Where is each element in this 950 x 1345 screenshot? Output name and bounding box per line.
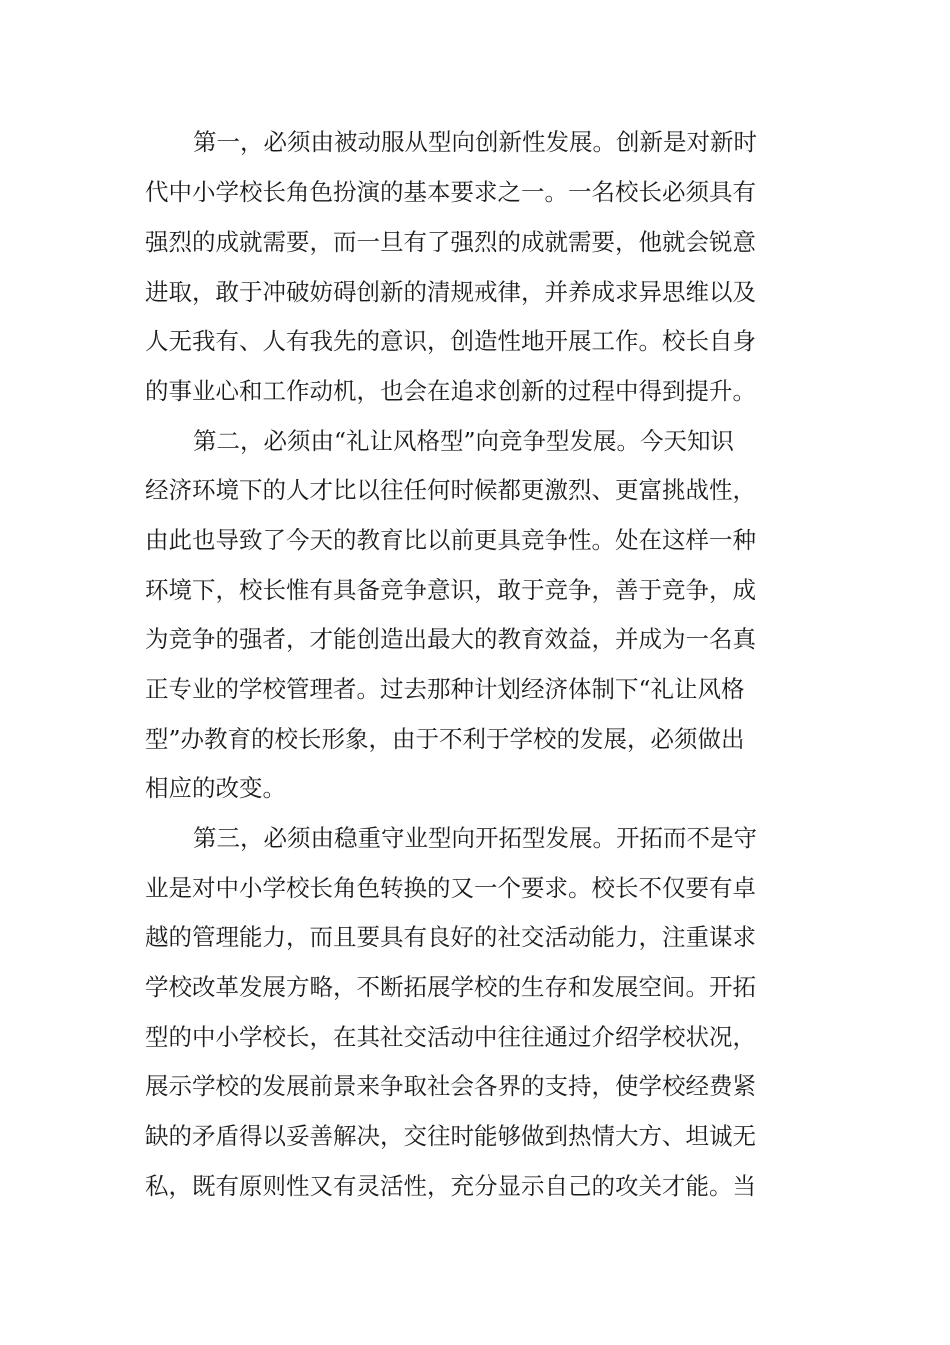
paragraph-3-line-4: 学校改革发展方略，不断拓展学校的生存和发展空间。开拓 bbox=[145, 973, 756, 1001]
paragraph-3-line-5: 型的中小学校长，在其社交活动中往往通过介绍学校状况， bbox=[145, 1023, 756, 1051]
paragraph-2-line-2: 经济环境下的人才比以往任何时候都更激烈、更富挑战性， bbox=[145, 476, 756, 504]
paragraph-2-line-5: 为竞争的强者，才能创造出最大的教育效益，并成为一名真 bbox=[145, 625, 756, 653]
paragraph-1-line-6: 的事业心和工作动机，也会在追求创新的过程中得到提升。 bbox=[145, 377, 756, 405]
paragraph-2-line-1: 第二，必须由“礼让风格型”向竞争型发展。今天知识 bbox=[193, 427, 735, 455]
paragraph-3-line-6: 展示学校的发展前景来争取社会各界的支持，使学校经费紧 bbox=[145, 1072, 756, 1100]
paragraph-3-line-8: 私，既有原则性又有灵活性，充分显示自己的攻关才能。当 bbox=[145, 1172, 756, 1200]
paragraph-2-line-7: 型”办教育的校长形象，由于不利于学校的发展，必须做出 bbox=[145, 725, 745, 753]
paragraph-2-line-8: 相应的改变。 bbox=[145, 774, 286, 802]
paragraph-1-line-1: 第一，必须由被动服从型向创新性发展。创新是对新时 bbox=[193, 128, 757, 156]
paragraph-3-line-3: 越的管理能力，而且要具有良好的社交活动能力，注重谋求 bbox=[145, 923, 756, 951]
paragraph-1-line-4: 进取，敢于冲破妨碍创新的清规戒律，并养成求异思维以及 bbox=[145, 278, 756, 306]
paragraph-2-line-3: 由此也导致了今天的教育比以前更具竞争性。处在这样一种 bbox=[145, 526, 756, 554]
paragraph-3-line-7: 缺的矛盾得以妥善解决，交往时能够做到热情大方、坦诚无 bbox=[145, 1122, 756, 1150]
paragraph-2-line-4: 环境下，校长惟有具备竞争意识，敢于竞争，善于竞争，成 bbox=[145, 576, 756, 604]
paragraph-2-line-6: 正专业的学校管理者。过去那种计划经济体制下“礼让风格 bbox=[145, 675, 745, 703]
paragraph-3-line-2: 业是对中小学校长角色转换的又一个要求。校长不仅要有卓 bbox=[145, 874, 756, 902]
paragraph-1-line-5: 人无我有、人有我先的意识，创造性地开展工作。校长自身 bbox=[145, 327, 756, 355]
paragraph-1-line-3: 强烈的成就需要，而一旦有了强烈的成就需要，他就会锐意 bbox=[145, 228, 756, 256]
paragraph-3-line-1: 第三，必须由稳重守业型向开拓型发展。开拓而不是守 bbox=[193, 824, 757, 852]
paragraph-1-line-2: 代中小学校长角色扮演的基本要求之一。一名校长必须具有 bbox=[145, 178, 756, 206]
